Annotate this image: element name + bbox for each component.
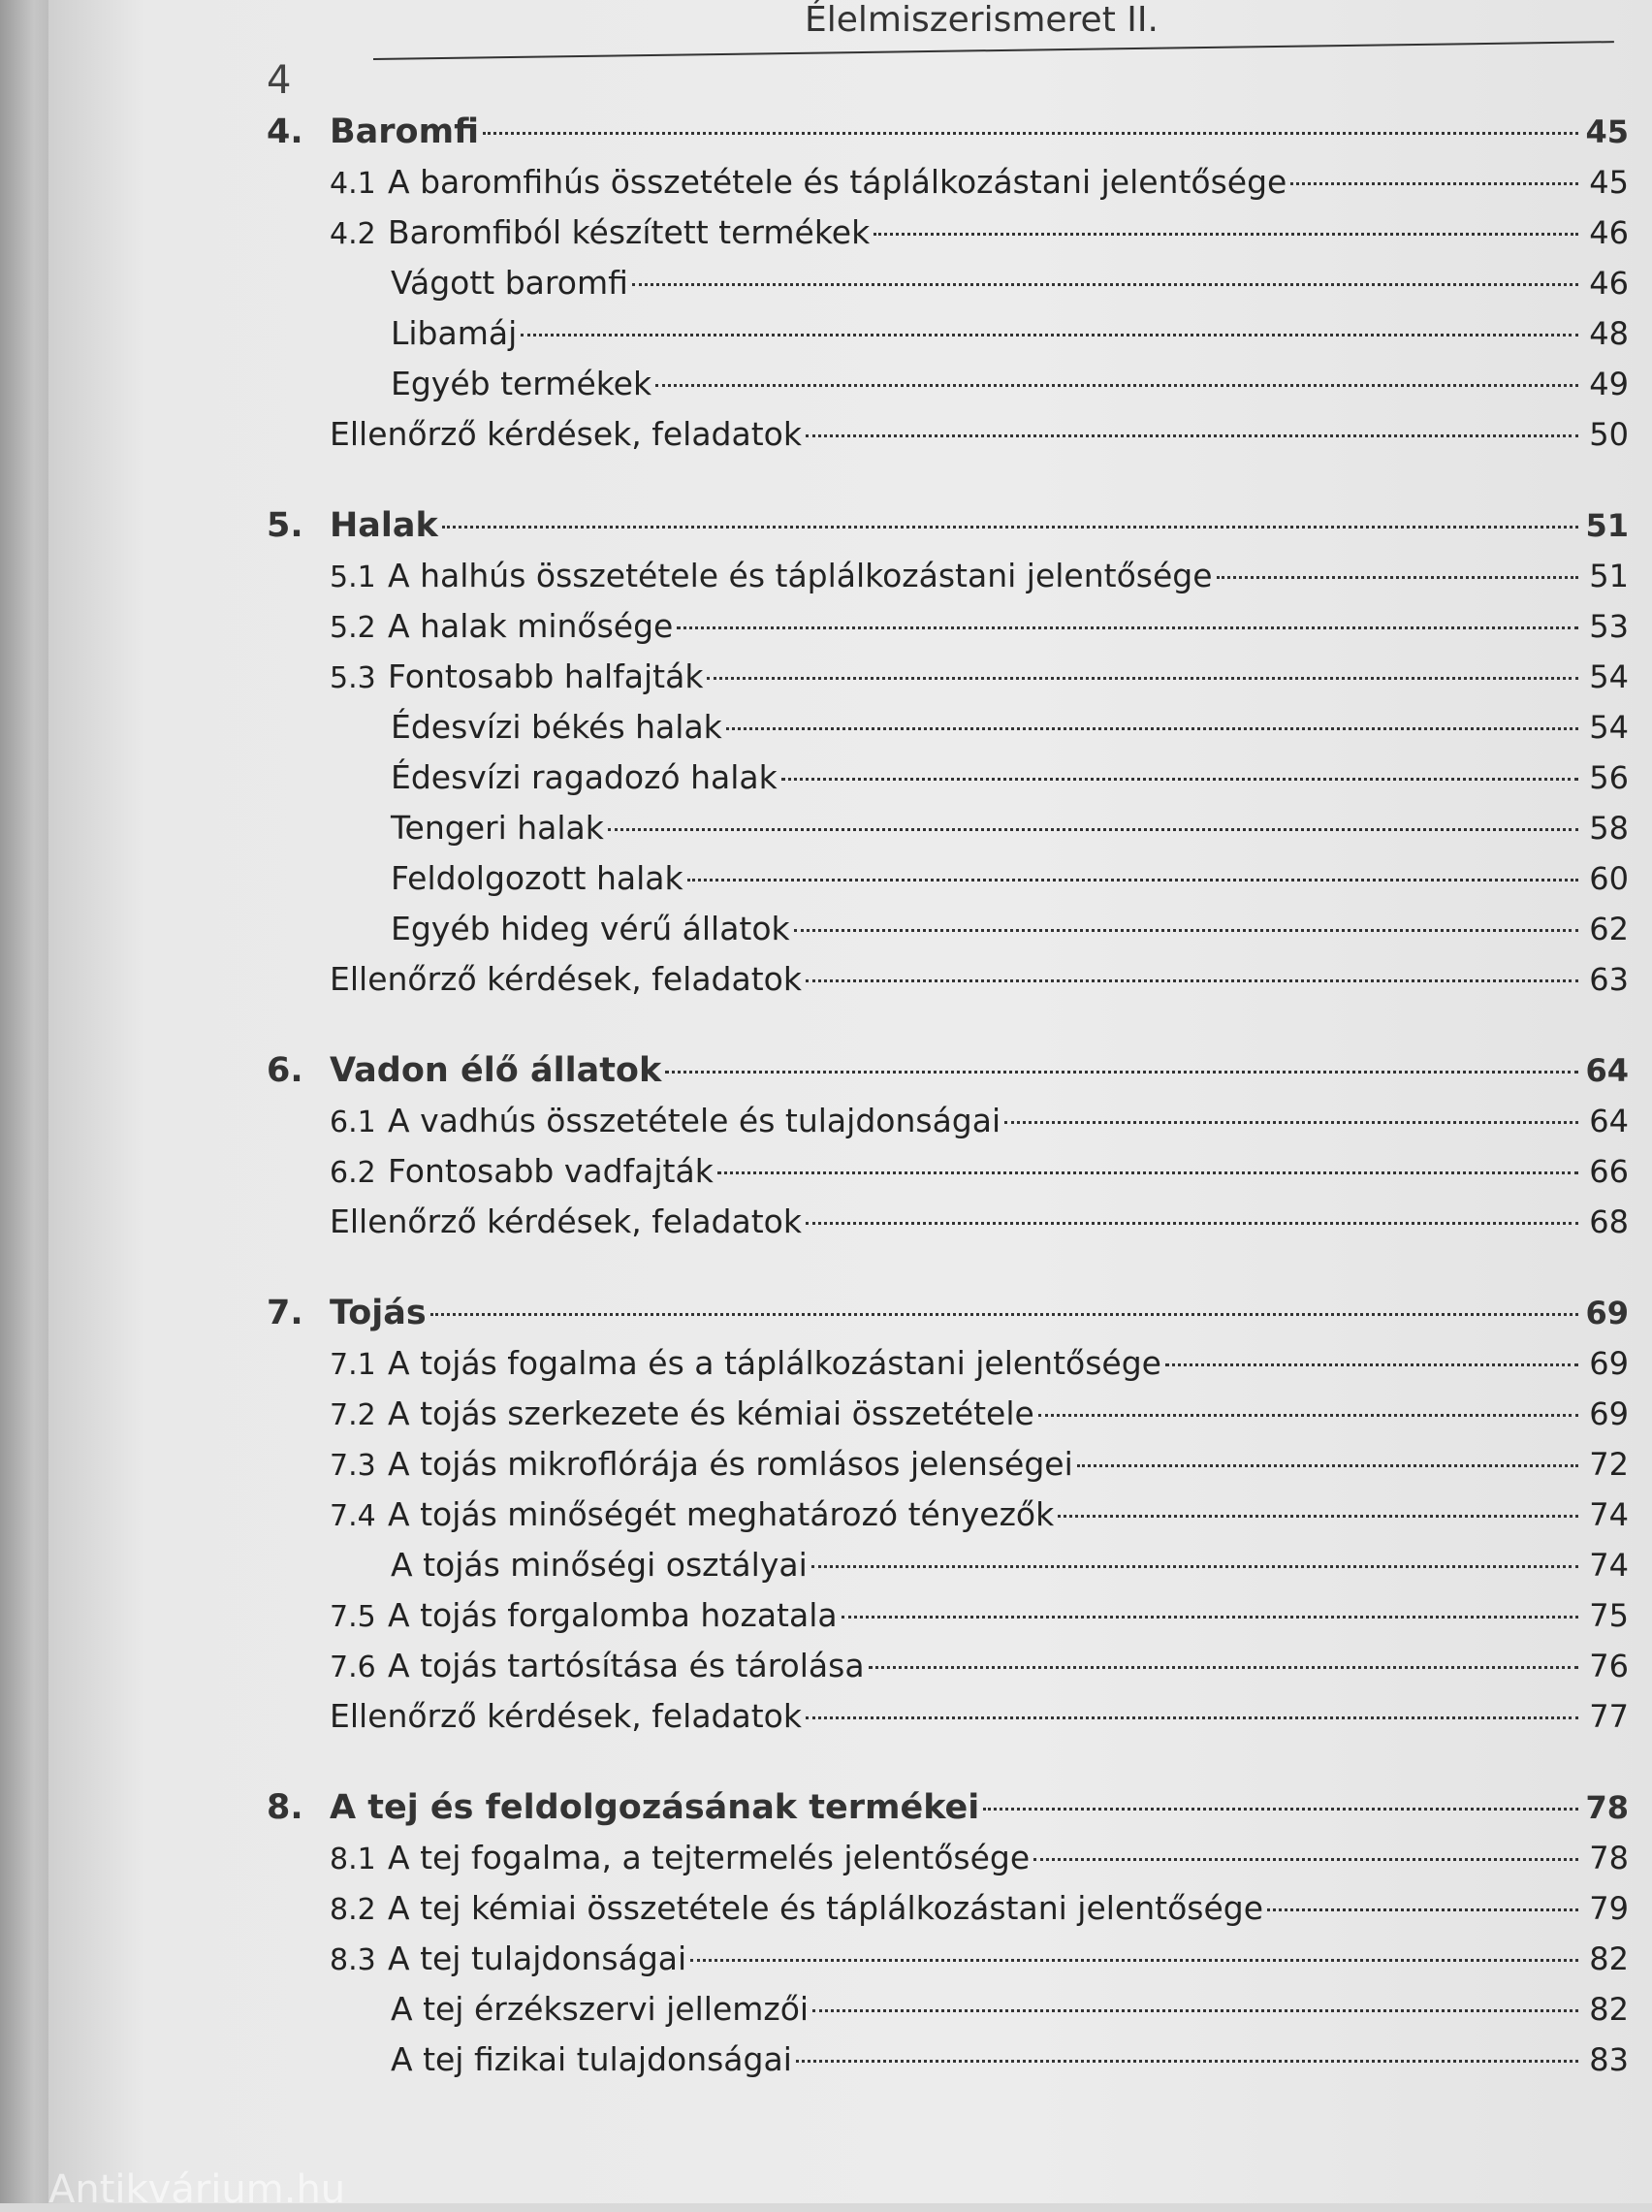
entry-page: 66 [1589,1153,1629,1190]
toc-chapter-heading[interactable] [267,1782,1629,1833]
chapter-title: A tej és feldolgozásának termékei [330,1788,980,1827]
chapter-number: 8. [267,1788,303,1827]
entry-page: 45 [1589,164,1629,201]
toc-entry[interactable] [267,359,1629,409]
toc-entry[interactable] [267,1338,1629,1389]
dot-leader [726,727,1578,730]
dot-leader [1267,1908,1578,1911]
toc-chapter [267,1045,1629,1247]
entry-number: 8.1 [330,1843,376,1876]
chapter-page: 78 [1585,1789,1629,1826]
dot-leader [874,233,1578,236]
entry-page: 46 [1589,214,1629,251]
entry-label: Tengeri halak [391,809,604,847]
entry-page: 54 [1589,658,1629,695]
chapter-page: 45 [1585,113,1629,150]
chapter-title: Tojás [330,1294,427,1332]
entry-label: A tojás mikroflórája és romlásos jelenségei [388,1445,1073,1483]
entry-page: 78 [1589,1840,1629,1876]
entry-label: A tojás minőségét meghatározó tényezők [388,1495,1055,1533]
entry-number: 8.2 [330,1893,376,1927]
dot-leader [806,434,1578,437]
entry-label: A tojás minőségi osztályai [391,1546,808,1584]
entry-page: 69 [1589,1345,1629,1382]
toc-entry[interactable] [267,1096,1629,1146]
toc-entry[interactable] [267,1691,1629,1742]
dot-leader [1058,1515,1578,1518]
entry-label: A halak minősége [388,607,674,645]
toc-entry[interactable] [267,853,1629,904]
entry-page: 60 [1589,860,1629,897]
entry-label: Egyéb hideg vérű állatok [391,910,790,947]
entry-label: Ellenőrző kérdések, feladatok [330,1697,802,1735]
toc-chapter [267,107,1629,460]
dot-leader [1217,576,1578,579]
entry-number: 7.6 [330,1651,376,1684]
entry-label: Ellenőrző kérdések, feladatok [330,960,802,998]
chapter-title: Baromfi [330,112,480,151]
entry-label: A vadhús összetétele és tulajdonságai [388,1102,1001,1139]
toc-entry[interactable] [267,2035,1629,2085]
watermark: Antikvárium.hu [48,2167,346,2212]
entry-page: 64 [1589,1103,1629,1139]
entry-label: A tej tulajdonságai [388,1940,687,1977]
toc-entry[interactable] [267,1490,1629,1540]
entry-page: 74 [1589,1496,1629,1533]
dot-leader [842,1616,1578,1619]
dot-leader [781,778,1578,781]
toc-entry[interactable] [267,1146,1629,1197]
dot-leader [794,929,1578,932]
toc-entry[interactable] [267,1439,1629,1490]
toc-entry[interactable] [267,954,1629,1005]
header-rule [373,41,1614,60]
entry-number: 6.1 [330,1106,376,1139]
entry-label: A tojás fogalma és a táplálkozástani jelentősége [388,1344,1161,1382]
entry-label: Ellenőrző kérdések, feladatok [330,1202,802,1240]
entry-label: Vágott baromfi [391,264,628,302]
dot-leader [707,677,1578,680]
entry-page: 82 [1589,1991,1629,2028]
toc-entry[interactable] [267,803,1629,853]
toc-entry[interactable] [267,1833,1629,1883]
book-page [48,0,1652,2212]
toc-entry[interactable] [267,258,1629,308]
dot-leader [521,334,1578,337]
dot-leader [655,384,1578,387]
toc-entry[interactable] [267,1984,1629,2035]
entry-page: 51 [1589,558,1629,594]
toc-entry[interactable] [267,753,1629,803]
dot-leader [811,1565,1578,1568]
entry-page: 77 [1589,1698,1629,1735]
toc-entry[interactable] [267,652,1629,702]
toc-entry[interactable] [267,702,1629,753]
book-spine-shadow [0,0,48,2203]
entry-page: 53 [1589,608,1629,645]
dot-leader [483,132,1578,135]
entry-page: 49 [1589,366,1629,402]
entry-page: 48 [1589,315,1629,352]
toc-entry[interactable] [267,1590,1629,1641]
entry-number: 7.1 [330,1348,376,1382]
toc-entry[interactable] [267,157,1629,208]
running-header-title: Élelmiszerismeret II. [805,0,1159,40]
entry-label: A baromfihús összetétele és táplálkozástani jelentősége [388,163,1287,201]
dot-leader [608,828,1578,831]
entry-page: 69 [1589,1395,1629,1432]
entry-label: A tej fogalma, a tejtermelés jelentősége [388,1839,1031,1876]
entry-label: Édesvízi ragadozó halak [391,758,778,796]
toc-chapter-heading[interactable] [267,500,1629,551]
entry-page: 74 [1589,1547,1629,1584]
entry-number: 7.4 [330,1499,376,1533]
toc-chapter [267,500,1629,1005]
dot-leader [1165,1363,1578,1366]
entry-label: A tojás tartósítása és tárolása [388,1647,865,1684]
dot-leader [1038,1414,1578,1417]
entry-label: Feldolgozott halak [391,859,683,897]
dot-leader [983,1808,1578,1811]
entry-number: 4.1 [330,167,376,201]
entry-label: Baromfiból készített termékek [388,213,871,251]
entry-page: 75 [1589,1597,1629,1634]
dot-leader [806,1716,1578,1719]
entry-page: 76 [1589,1648,1629,1684]
entry-page: 83 [1589,2041,1629,2078]
chapter-page: 64 [1585,1052,1629,1089]
entry-number: 4.2 [330,217,376,251]
entry-number: 6.2 [330,1156,376,1190]
dot-leader [806,1222,1578,1225]
toc-chapter-heading[interactable] [267,107,1629,157]
dot-leader [1077,1464,1578,1467]
dot-leader [665,1071,1578,1074]
entry-number: 7.3 [330,1449,376,1483]
toc-chapter-heading[interactable] [267,1288,1629,1338]
chapter-number: 5. [267,506,303,545]
toc-entry[interactable] [267,601,1629,652]
dot-leader [677,626,1578,629]
entry-label: A tojás forgalomba hozatala [388,1596,838,1634]
entry-number: 5.2 [330,611,376,645]
dot-leader [442,526,1578,529]
chapter-title: Vadon élő állatok [330,1051,662,1090]
chapter-number: 6. [267,1051,303,1090]
dot-leader [1004,1121,1578,1124]
entry-page: 63 [1589,961,1629,998]
dot-leader [1290,182,1578,185]
dot-leader [796,2060,1578,2063]
entry-page: 82 [1589,1940,1629,1977]
toc-entry[interactable] [267,1389,1629,1439]
entry-label: Édesvízi békés halak [391,708,722,746]
entry-label: A tej kémiai összetétele és táplálkozástani jelentősége [388,1889,1264,1927]
dot-leader [806,979,1578,982]
entry-label: A tej fizikai tulajdonságai [391,2040,792,2078]
chapter-page: 69 [1585,1295,1629,1331]
entry-number: 5.3 [330,661,376,695]
toc-entry[interactable] [267,1540,1629,1590]
entry-page: 46 [1589,265,1629,302]
chapter-title: Halak [330,506,438,545]
entry-label: Libamáj [391,314,518,352]
toc-entry[interactable] [267,551,1629,601]
toc-entry[interactable] [267,409,1629,460]
entry-page: 68 [1589,1203,1629,1240]
dot-leader [430,1313,1578,1316]
entry-number: 8.3 [330,1943,376,1977]
dot-leader [812,2009,1578,2012]
dot-leader [869,1666,1578,1669]
entry-page: 50 [1589,416,1629,453]
entry-label: Fontosabb halfajták [388,657,704,695]
dot-leader [717,1171,1578,1174]
toc-chapter [267,1782,1629,2085]
table-of-contents [267,107,1629,2126]
toc-entry[interactable] [267,1197,1629,1247]
entry-number: 5.1 [330,561,376,594]
entry-page: 72 [1589,1446,1629,1483]
toc-entry[interactable] [267,904,1629,954]
entry-page: 79 [1589,1890,1629,1927]
toc-entry[interactable] [267,1641,1629,1691]
page-number: 4 [267,58,292,103]
entry-page: 56 [1589,759,1629,796]
dot-leader [1033,1858,1578,1861]
chapter-page: 51 [1585,507,1629,544]
toc-entry[interactable] [267,1883,1629,1934]
dot-leader [690,1959,1578,1962]
toc-entry[interactable] [267,208,1629,258]
entry-label: Egyéb termékek [391,365,652,402]
toc-entry[interactable] [267,308,1629,359]
toc-entry[interactable] [267,1934,1629,1984]
entry-label: Fontosabb vadfajták [388,1152,714,1190]
entry-label: Ellenőrző kérdések, feladatok [330,415,802,453]
entry-number: 7.2 [330,1398,376,1432]
entry-label: A tej érzékszervi jellemzői [391,1990,810,2028]
chapter-number: 7. [267,1294,303,1332]
toc-chapter-heading[interactable] [267,1045,1629,1096]
entry-number: 7.5 [330,1600,376,1634]
chapter-number: 4. [267,112,303,151]
dot-leader [632,283,1578,286]
entry-page: 58 [1589,810,1629,847]
entry-label: A tojás szerkezete és kémiai összetétele [388,1395,1034,1432]
entry-page: 62 [1589,911,1629,947]
entry-page: 54 [1589,709,1629,746]
dot-leader [687,879,1578,882]
entry-label: A halhús összetétele és táplálkozástani jelentősége [388,557,1213,594]
toc-chapter [267,1288,1629,1742]
